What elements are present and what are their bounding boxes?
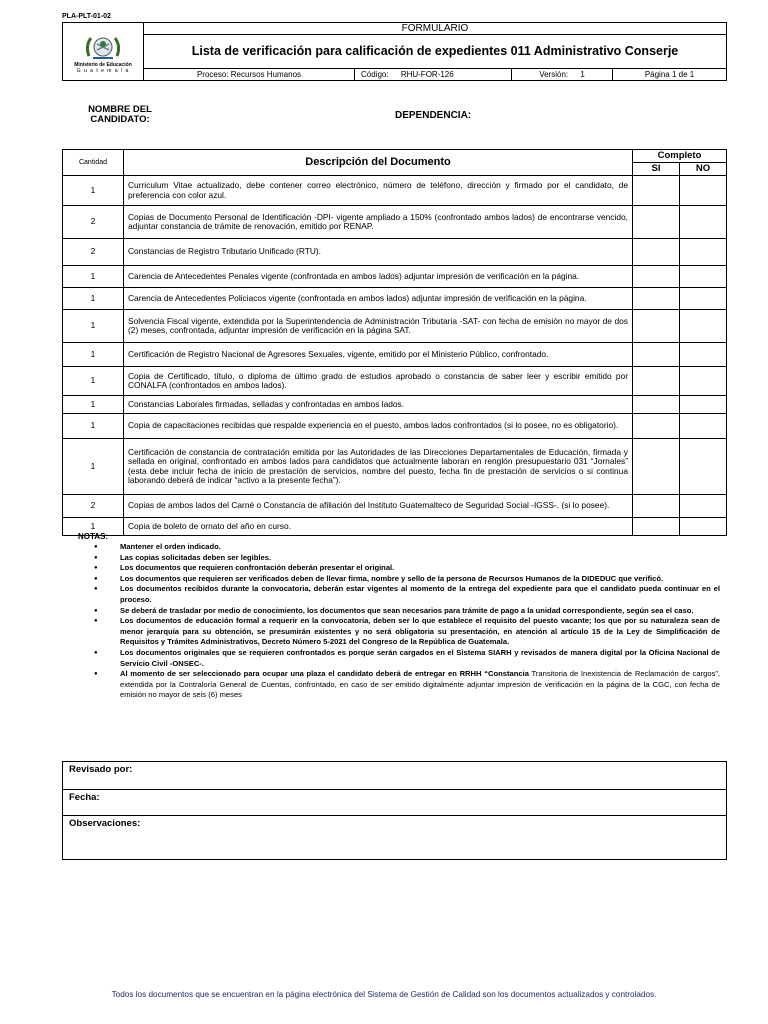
- quantity-cell: 1: [63, 288, 124, 310]
- date-field[interactable]: [63, 790, 727, 816]
- logo-subtext: G u a t e m a l a: [76, 68, 130, 74]
- checkbox-si[interactable]: [633, 206, 680, 239]
- version-cell: [512, 69, 613, 81]
- col-no: NO: [680, 163, 727, 176]
- checkbox-no[interactable]: [680, 266, 727, 288]
- checkbox-no[interactable]: [680, 396, 727, 414]
- reviewed-by-label: Revisado por:: [69, 764, 133, 775]
- note-item-bold: Al momento de ser seleccionado para ocupar una plaza el candidato deberá de entregar en RRHH “Constancia: [120, 669, 529, 679]
- coat-of-arms-icon: [83, 32, 123, 62]
- quantity-cell: 1: [63, 343, 124, 367]
- description-cell: Carencia de Antecedentes Policiacos vigente (confrontada en ambos lados) adjuntar impresión de verificación en la página.: [124, 288, 633, 310]
- note-item: ● Los documentos originales que se requieren confrontados es porque serán cargados en el Sistema SIARH y revisados de manera digital por la Oficina Nacional de Servicio Civil -ONSEC-.: [94, 648, 720, 669]
- code-cell: [355, 69, 512, 81]
- code-value: RHU-FOR-126: [400, 70, 454, 79]
- table-row: [63, 288, 727, 310]
- table-row: [63, 206, 727, 239]
- checkbox-si[interactable]: [633, 518, 680, 536]
- checkbox-si[interactable]: [633, 414, 680, 439]
- table-row: [63, 266, 727, 288]
- checkbox-si[interactable]: [633, 266, 680, 288]
- checkbox-no[interactable]: [680, 518, 727, 536]
- note-item: ● Mantener el orden indicado.: [94, 542, 720, 553]
- version-label: Versión:: [539, 70, 569, 79]
- checkbox-no[interactable]: [680, 288, 727, 310]
- reviewed-by-field[interactable]: [63, 762, 727, 790]
- quantity-cell: 1: [63, 439, 124, 495]
- logo-cell: [63, 23, 144, 81]
- checkbox-si[interactable]: [633, 288, 680, 310]
- description-cell: Curriculum Vitae actualizado, debe contener correo electrónico, número de teléfono, dirección y firmado por el candidato, de preferencia con color azul.: [124, 176, 633, 206]
- quantity-cell: 1: [63, 367, 124, 396]
- code-label: Código:: [361, 70, 389, 79]
- checkbox-no[interactable]: [680, 206, 727, 239]
- quantity-cell: 1: [63, 176, 124, 206]
- note-item: ● Se deberá de trasladar por medio de conocimiento, los documentos que sean necesarios para trámite de pago a la unidad correspondiente, según sea el caso.: [94, 606, 720, 617]
- dependency-label: DEPENDENCIA:: [395, 110, 472, 121]
- documents-table: [62, 149, 727, 536]
- quantity-cell: 1: [63, 310, 124, 343]
- table-row: [63, 495, 727, 518]
- col-si: SI: [633, 163, 680, 176]
- note-item: ● Los documentos que requieren ser verificados deben de llevar firma, nombre y sello de la persona de Recursos Humanos de la DIDEDUC que verificó.: [94, 574, 720, 585]
- quantity-cell: 1: [63, 518, 124, 536]
- description-cell: Certificación de Registro Nacional de Agresores Sexuales, vigente, emitido por el Ministerio Público, confrontado.: [124, 343, 633, 367]
- checkbox-no[interactable]: [680, 414, 727, 439]
- checkbox-si[interactable]: [633, 176, 680, 206]
- checkbox-si[interactable]: [633, 495, 680, 518]
- description-cell: Copias de ambos lados del Carné o Constancia de afiliación del Instituto Guatemalteco de Seguridad Social -IGSS-. (si lo posee).: [124, 495, 633, 518]
- quantity-cell: 2: [63, 495, 124, 518]
- checkbox-si[interactable]: [633, 239, 680, 266]
- col-complete: Completo: [633, 150, 727, 163]
- description-cell: Certificación de constancia de contratación emitida por las Autoridades de las Direcciones Departamentales de Educación, firmada y sellada en original, confrontado en ambos lados para candidatos que actualmente laboran en renglón presupuestario 031 “Jornales” (esta debe incluir fecha de inicio de prestación de servicios, nombre del puesto, fecha fin de prestación de servicios o si continua laborando deberá de indicar “activo a la presente fecha”).: [124, 439, 633, 495]
- notes-list: [94, 542, 720, 701]
- notes-title: NOTAS:: [78, 532, 109, 541]
- review-box: [62, 761, 727, 860]
- version-value: 1: [580, 70, 585, 79]
- checkbox-si[interactable]: [633, 310, 680, 343]
- table-row: [63, 367, 727, 396]
- col-quantity: Cantidad: [63, 150, 124, 176]
- description-cell: Constancias de Registro Tributario Unificado (RTU).: [124, 239, 633, 266]
- observations-label: Observaciones:: [69, 818, 141, 829]
- footer-note: Todos los documentos que se encuentran en la página electrónica del Sistema de Gestión de Calidad son los documentos actualizados y controlados.: [111, 990, 657, 999]
- table-row: [63, 414, 727, 439]
- description-cell: Constancias Laborales firmadas, selladas y confrontadas en ambos lados.: [124, 396, 633, 414]
- table-row: [63, 310, 727, 343]
- quantity-cell: 2: [63, 206, 124, 239]
- logo-text: Ministerio de Educación: [74, 62, 132, 68]
- checkbox-no[interactable]: [680, 439, 727, 495]
- table-row: [63, 396, 727, 414]
- checkbox-si[interactable]: [633, 343, 680, 367]
- note-item-rest: Transitoria de Inexistencia de Reclamación de cargos”, extendida por la Contraloría General de Cuentas, confrontado, en caso de ser emitido digitalmente adjuntar impresión de verificación en la página de la CGC, con fecha de emisión no mayor de seis (6) meses: [120, 669, 720, 700]
- checkbox-no[interactable]: [680, 495, 727, 518]
- description-cell: Copia de capacitaciones recibidas que respalde experiencia en el puesto, ambos lados confrontados (si lo posee, no es obligatorio).: [124, 414, 633, 439]
- document-code: PLA-PLT-01-02: [62, 13, 111, 20]
- checkbox-si[interactable]: [633, 439, 680, 495]
- col-description: Descripción del Documento: [124, 150, 633, 176]
- note-item: ● Las copias solicitadas deben ser legibles.: [94, 553, 720, 564]
- page-number: Página 1 de 1: [613, 69, 727, 81]
- table-row: [63, 439, 727, 495]
- note-item: ● Los documentos que requieren confrontación deberán presentar el original.: [94, 563, 720, 574]
- table-row: [63, 518, 727, 536]
- note-item: [94, 669, 720, 701]
- checkbox-no[interactable]: [680, 176, 727, 206]
- table-row: [63, 343, 727, 367]
- description-cell: Copias de Documento Personal de Identificación -DPI- vigente ampliado a 150% (confrontado ambos lados) de encontrarse vencido, adjuntar constancia de trámite de renovación, emitido por RENAP.: [124, 206, 633, 239]
- quantity-cell: 2: [63, 239, 124, 266]
- quantity-cell: 1: [63, 396, 124, 414]
- process-label: Proceso: Recursos Humanos: [144, 69, 355, 81]
- checkbox-si[interactable]: [633, 396, 680, 414]
- quantity-cell: 1: [63, 414, 124, 439]
- document-header: [62, 22, 727, 81]
- description-cell: Copia de boleto de ornato del año en curso.: [124, 518, 633, 536]
- date-label: Fecha:: [69, 792, 100, 803]
- quantity-cell: 1: [63, 266, 124, 288]
- table-row: [63, 239, 727, 266]
- description-cell: Carencia de Antecedentes Penales vigente (confrontada en ambos lados) adjuntar impresión de verificación en la página.: [124, 266, 633, 288]
- table-row: [63, 176, 727, 206]
- description-cell: Copia de Certificado, título, o diploma de último grado de estudios aprobado o constancia de saber leer y escribir emitido por CONALFA (confrontados en ambos lados).: [124, 367, 633, 396]
- checkbox-no[interactable]: [680, 310, 727, 343]
- observations-field[interactable]: [63, 816, 727, 860]
- description-cell: Solvencia Fiscal vigente, extendida por la Superintendencia de Administración Tributaria -SAT- con fecha de emisión no mayor de dos (2) meses, confrontada, adjuntar impresión de verificación en la página SAT.: [124, 310, 633, 343]
- note-item: ● Los documentos de educación formal a requerir en la convocatoria, deben ser lo que establece el requisito del puesto vacante; los que por su naturaleza sean de menor jerarquía para su obtención, se presumirán existentes y no será obligatoria su presentación, en atención al artículo 15 de la Ley de Simplificación de Requisitos y Trámites Administrativos, Decreto Número 5-2021 del Congreso de la República de Guatemala.: [94, 616, 720, 648]
- checkbox-si[interactable]: [633, 367, 680, 396]
- document-title: Lista de verificación para calificación de expedientes 011 Administrativo Conserje: [144, 35, 727, 69]
- documents-table-body: [63, 176, 727, 536]
- form-label: FORMULARIO: [144, 23, 727, 35]
- checkbox-no[interactable]: [680, 239, 727, 266]
- checkbox-no[interactable]: [680, 343, 727, 367]
- note-item: ● Los documentos recibidos durante la convocatoria, deberán estar vigentes al momento de la entrega del expediente para que el candidato pueda continuar en el proceso.: [94, 584, 720, 605]
- checkbox-no[interactable]: [680, 367, 727, 396]
- candidate-name-label: NOMBRE DEL CANDIDATO:: [88, 104, 152, 125]
